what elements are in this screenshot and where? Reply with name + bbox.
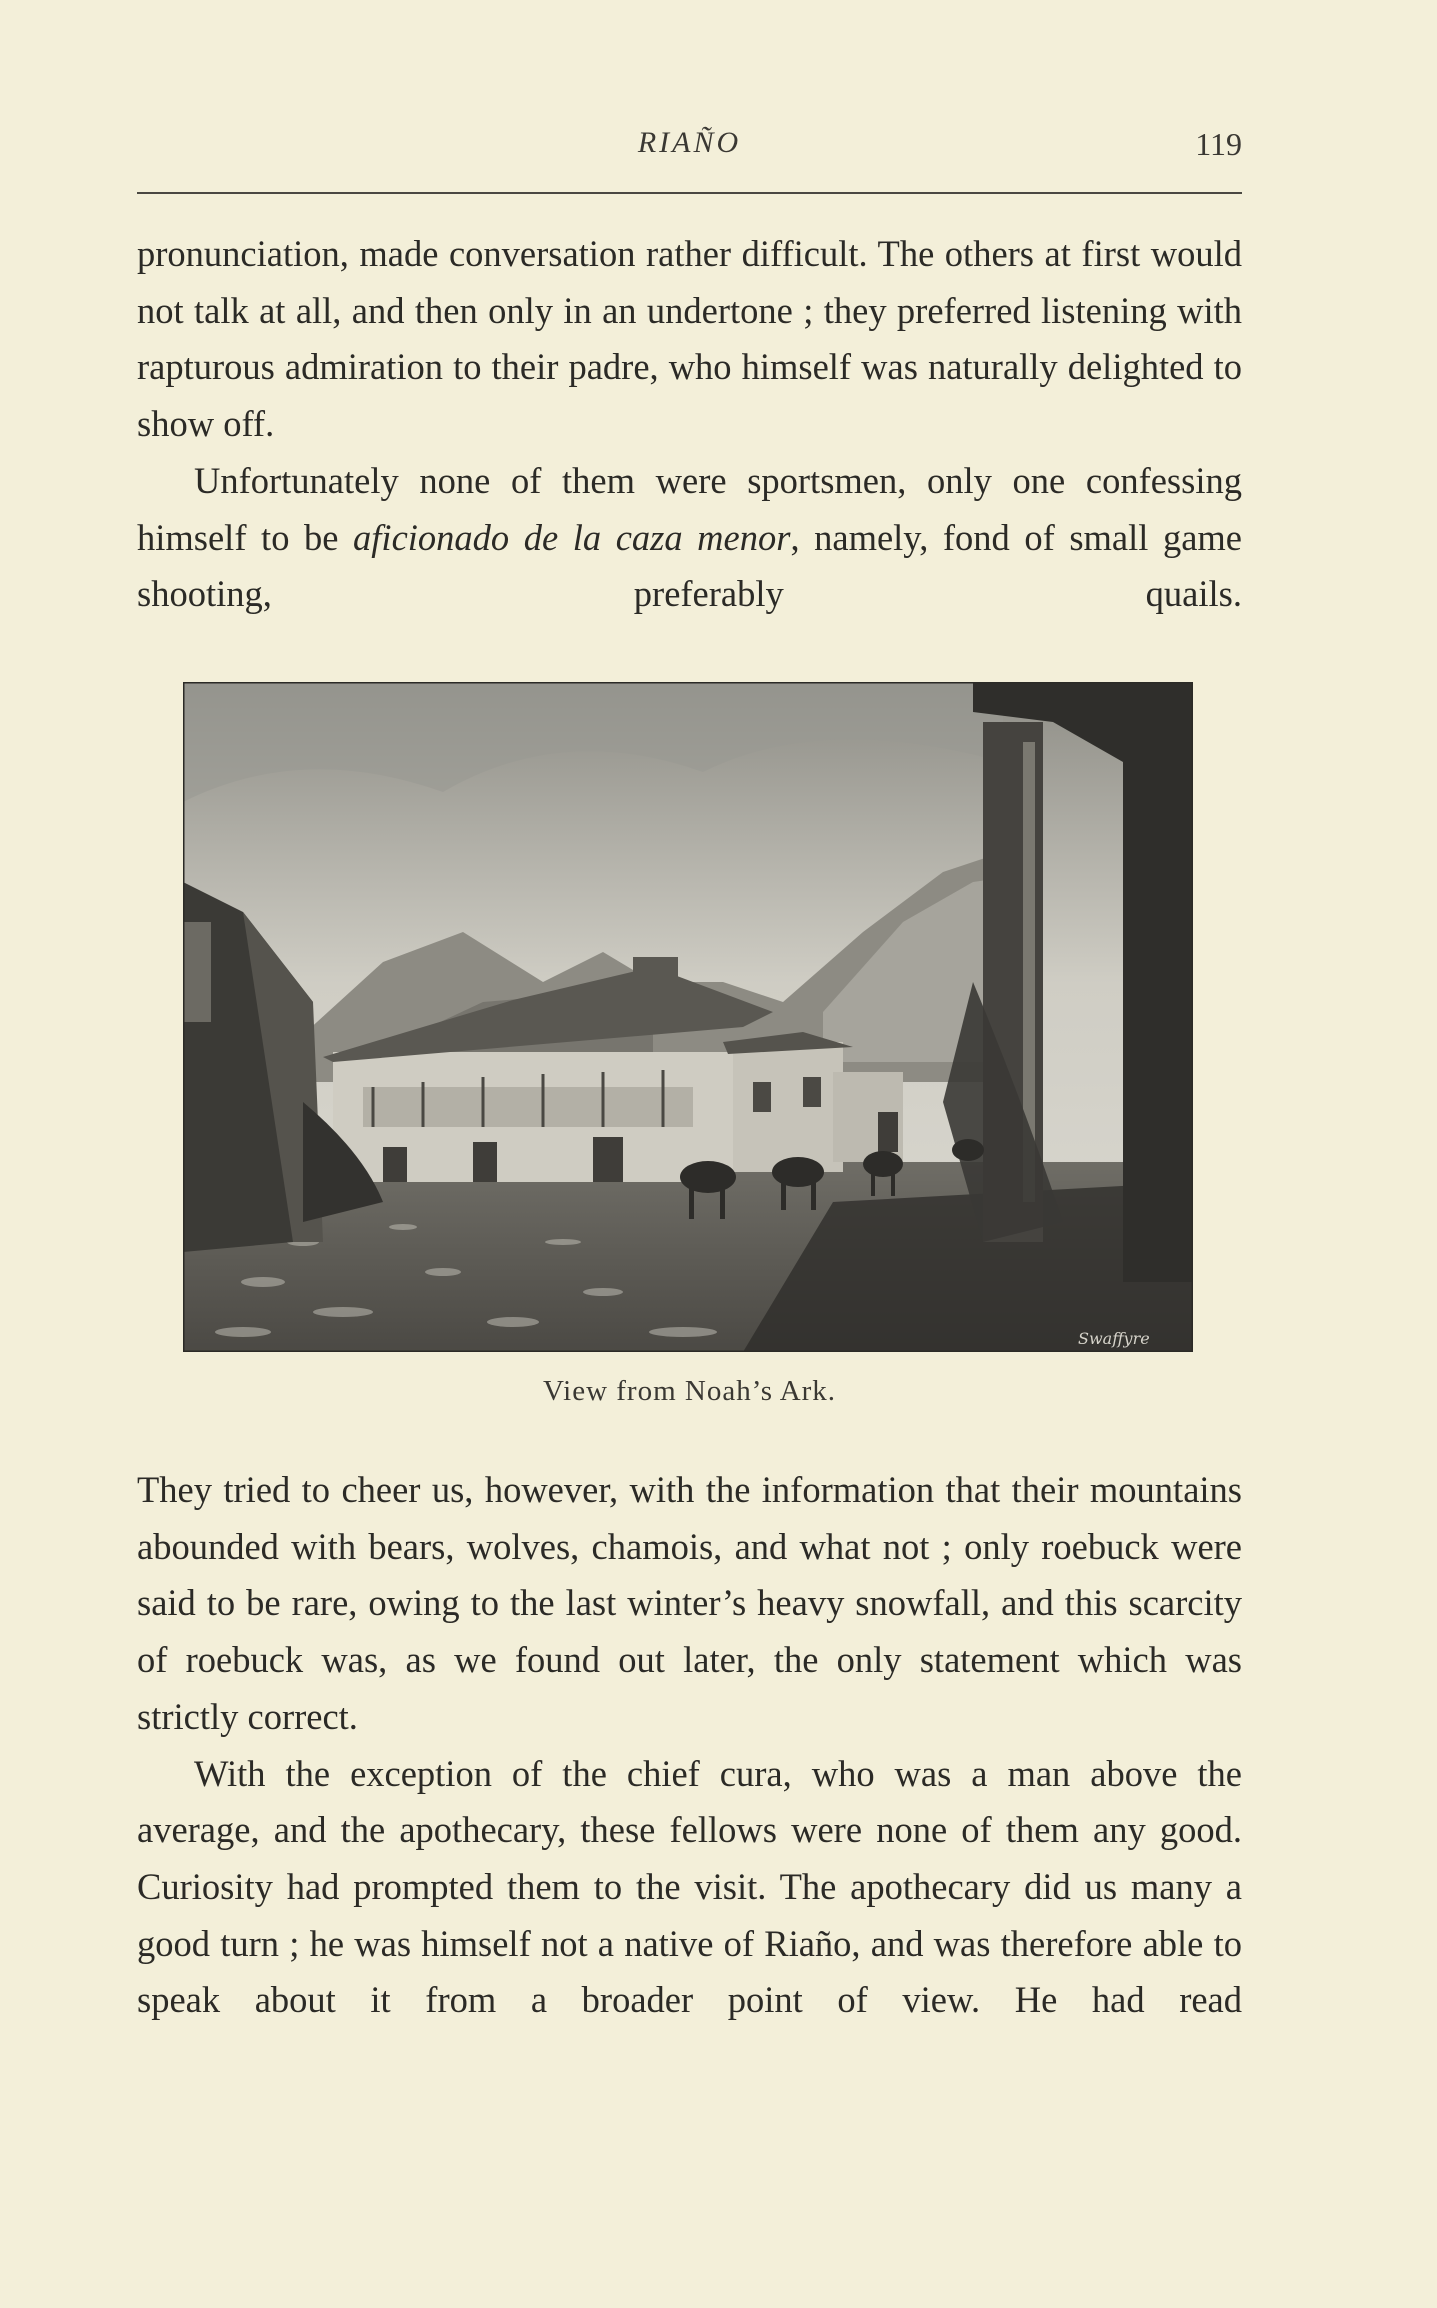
page-number: 119	[1195, 126, 1242, 162]
paragraph	[137, 453, 1242, 623]
paragraph: pronunciation, made conversation rather difficult. The others at first would not talk at all, and then only in an undertone ; they preferred listening with rapturous admiration to their padre, who himself was naturally delighted to show off.	[137, 233, 1242, 445]
photograph-figure	[183, 682, 1193, 1352]
header-rule	[137, 192, 1242, 194]
engraver-signature: Swaffyre	[1078, 1329, 1150, 1348]
text-block-bottom	[137, 1462, 1242, 2029]
paragraph-text: , namely, fond of small game shooting, preferably quails.	[137, 516, 1243, 615]
running-title: RIAÑO	[637, 126, 742, 159]
figure-caption: View from Noah’s Ark.	[542, 1375, 837, 1407]
paragraph: With the exception of the chief cura, who was a man above the average, and the apothecary, these fellows were none of them any good. Curiosity had prompted them to the visit. The apothecary did us many a good turn ; he was himself not a native of Riaño, and was therefore able to speak about it from a broader point of view. He had read	[137, 1752, 1242, 2021]
paragraph: They tried to cheer us, however, with the information that their mountains abounded with bears, wolves, chamois, and what not ; only roebuck were said to be rare, owing to the last winter’s heavy snowfall, and this scarcity of roebuck was, as we found out later, the only statement which was strictly correct.	[137, 1469, 1242, 1737]
paragraph-text: Unfortunately none of them were sportsmen, only one confessing himself to be	[137, 459, 1242, 558]
text-block-top	[137, 226, 1242, 623]
italic-phrase: aficionado de la caza menor	[353, 516, 791, 558]
village-street-photograph	[183, 682, 1193, 1352]
page-header	[137, 122, 1242, 172]
